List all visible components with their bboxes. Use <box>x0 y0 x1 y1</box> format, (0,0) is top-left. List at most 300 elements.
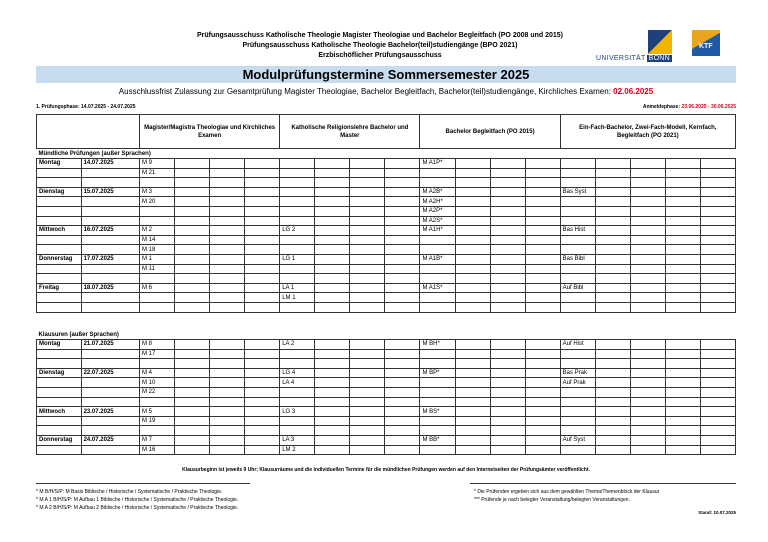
date-cell <box>81 378 139 388</box>
empty-cell <box>175 340 210 350</box>
empty-cell <box>175 226 210 236</box>
empty-cell <box>525 206 560 216</box>
header-block <box>140 31 620 61</box>
empty-cell <box>455 426 490 436</box>
module-cell-ef: Bas Hist <box>560 226 595 236</box>
empty-cell <box>245 426 280 436</box>
empty-cell <box>210 349 245 359</box>
weekday-cell <box>37 264 82 274</box>
empty-cell <box>350 368 385 378</box>
empty-cell <box>315 235 350 245</box>
empty-cell <box>245 226 280 236</box>
empty-cell <box>665 197 700 207</box>
empty-cell <box>245 397 280 407</box>
empty-cell <box>595 254 630 264</box>
module-cell-rel: LA 1 <box>280 283 315 293</box>
empty-cell <box>350 216 385 226</box>
module-cell-ef: Bas Bibl <box>560 254 595 264</box>
empty-cell <box>385 293 420 303</box>
empty-cell <box>210 206 245 216</box>
empty-cell <box>595 216 630 226</box>
date-cell <box>81 178 139 188</box>
empty-cell <box>210 397 245 407</box>
module-cell-rel <box>280 197 315 207</box>
empty-cell <box>350 235 385 245</box>
empty-cell <box>700 378 735 388</box>
empty-cell <box>665 274 700 284</box>
weekday-cell <box>37 378 82 388</box>
table-row <box>37 197 736 207</box>
empty-cell <box>490 302 525 312</box>
empty-cell <box>525 436 560 446</box>
empty-cell <box>595 264 630 274</box>
module-cell-mag: M 14 <box>140 235 175 245</box>
empty-cell <box>385 340 420 350</box>
weekday-cell <box>37 349 82 359</box>
empty-cell <box>490 293 525 303</box>
empty-cell <box>350 178 385 188</box>
empty-cell <box>455 187 490 197</box>
empty-cell <box>665 302 700 312</box>
empty-cell <box>350 426 385 436</box>
table-row <box>37 274 736 284</box>
empty-cell <box>665 264 700 274</box>
empty-cell <box>350 378 385 388</box>
empty-cell <box>385 445 420 455</box>
empty-cell <box>315 197 350 207</box>
empty-cell <box>210 293 245 303</box>
module-cell-mag <box>140 397 175 407</box>
empty-cell <box>210 407 245 417</box>
table-row <box>37 264 736 274</box>
deadline-line <box>36 86 736 97</box>
empty-cell <box>595 226 630 236</box>
empty-cell <box>630 283 665 293</box>
table-row <box>37 359 736 369</box>
module-cell-ef: Bas Syst <box>560 187 595 197</box>
empty-cell <box>245 283 280 293</box>
module-cell-ef <box>560 216 595 226</box>
empty-cell <box>245 235 280 245</box>
module-cell-mag: M 7 <box>140 436 175 446</box>
empty-cell <box>455 254 490 264</box>
footnote: * M A 2 B/H/S/P: M Aufbau 2 Biblische / Historische / Systematische / Praktische Theologie. <box>36 505 239 511</box>
empty-cell <box>350 397 385 407</box>
weekday-cell <box>37 245 82 255</box>
empty-cell <box>175 397 210 407</box>
empty-cell <box>455 178 490 188</box>
empty-cell <box>700 368 735 378</box>
empty-cell <box>665 235 700 245</box>
empty-cell <box>175 302 210 312</box>
date-cell: 23.07.2025 <box>81 407 139 417</box>
empty-cell <box>245 368 280 378</box>
empty-cell <box>385 168 420 178</box>
weekday-cell <box>37 293 82 303</box>
empty-cell <box>245 197 280 207</box>
module-cell-beg <box>420 302 455 312</box>
date-cell <box>81 349 139 359</box>
empty-cell <box>385 159 420 169</box>
empty-cell <box>665 445 700 455</box>
module-cell-mag <box>140 274 175 284</box>
empty-cell <box>595 426 630 436</box>
empty-cell <box>525 388 560 398</box>
document-date: Stand: 10.07.2025 <box>698 510 736 515</box>
date-cell <box>81 359 139 369</box>
empty-cell <box>385 283 420 293</box>
empty-cell <box>350 283 385 293</box>
empty-cell <box>210 359 245 369</box>
column-header-c1: Magister/Magistra Theologiae und Kirchliches Examen <box>140 115 280 149</box>
empty-cell <box>700 197 735 207</box>
module-cell-rel <box>280 264 315 274</box>
empty-cell <box>700 226 735 236</box>
empty-cell <box>525 426 560 436</box>
empty-cell <box>630 197 665 207</box>
empty-cell <box>210 368 245 378</box>
module-cell-ef <box>560 264 595 274</box>
empty-cell <box>490 274 525 284</box>
table-row <box>37 293 736 303</box>
empty-cell <box>315 187 350 197</box>
empty-cell <box>210 187 245 197</box>
empty-cell <box>595 293 630 303</box>
empty-cell <box>210 245 245 255</box>
empty-cell <box>455 368 490 378</box>
empty-cell <box>455 340 490 350</box>
date-cell <box>81 235 139 245</box>
weekday-cell: Donnerstag <box>37 254 82 264</box>
module-cell-beg <box>420 274 455 284</box>
empty-cell <box>700 359 735 369</box>
empty-cell <box>385 254 420 264</box>
module-cell-rel <box>280 416 315 426</box>
module-cell-beg <box>420 168 455 178</box>
empty-cell <box>175 274 210 284</box>
university-logo <box>596 26 724 66</box>
column-header-empty <box>37 115 140 149</box>
empty-cell <box>385 388 420 398</box>
empty-cell <box>175 445 210 455</box>
empty-cell <box>665 426 700 436</box>
empty-cell <box>455 283 490 293</box>
empty-cell <box>490 187 525 197</box>
module-cell-beg <box>420 445 455 455</box>
university-logo-mark <box>648 30 672 54</box>
empty-cell <box>350 197 385 207</box>
empty-cell <box>245 436 280 446</box>
module-cell-ef <box>560 245 595 255</box>
date-cell <box>81 264 139 274</box>
weekday-cell <box>37 388 82 398</box>
footnote-divider-right <box>470 483 736 484</box>
empty-cell <box>490 407 525 417</box>
module-cell-mag: M 19 <box>140 416 175 426</box>
section-header-row <box>37 330 736 340</box>
empty-cell <box>455 216 490 226</box>
empty-cell <box>525 197 560 207</box>
date-cell <box>81 445 139 455</box>
weekday-cell <box>37 359 82 369</box>
module-cell-rel <box>280 206 315 216</box>
weekday-cell <box>37 426 82 436</box>
empty-cell <box>210 445 245 455</box>
empty-cell <box>525 378 560 388</box>
empty-cell <box>385 187 420 197</box>
empty-cell <box>490 159 525 169</box>
empty-cell <box>175 206 210 216</box>
empty-cell <box>175 216 210 226</box>
empty-cell <box>595 187 630 197</box>
module-cell-ef <box>560 159 595 169</box>
empty-cell <box>210 159 245 169</box>
empty-cell <box>385 216 420 226</box>
empty-cell <box>665 206 700 216</box>
empty-cell <box>490 216 525 226</box>
empty-cell <box>630 378 665 388</box>
empty-cell <box>595 349 630 359</box>
empty-cell <box>315 388 350 398</box>
empty-cell <box>700 216 735 226</box>
empty-cell <box>490 168 525 178</box>
empty-cell <box>455 159 490 169</box>
module-cell-ef: Auf Prak <box>560 378 595 388</box>
empty-cell <box>630 397 665 407</box>
empty-cell <box>455 388 490 398</box>
empty-cell <box>525 274 560 284</box>
section-header-row <box>37 149 736 159</box>
empty-cell <box>175 197 210 207</box>
empty-cell <box>210 388 245 398</box>
empty-cell <box>630 426 665 436</box>
empty-cell <box>665 436 700 446</box>
date-cell <box>81 397 139 407</box>
empty-cell <box>245 178 280 188</box>
empty-cell <box>175 264 210 274</box>
header-line-3: Erzbischöflicher Prüfungsausschuss <box>318 52 442 59</box>
table-row <box>37 416 736 426</box>
module-cell-beg <box>420 349 455 359</box>
registration-label: Anmeldephase: <box>642 104 681 110</box>
empty-cell <box>595 407 630 417</box>
empty-cell <box>350 159 385 169</box>
empty-cell <box>490 245 525 255</box>
empty-cell <box>315 245 350 255</box>
empty-cell <box>385 359 420 369</box>
footnote-divider-left <box>36 483 250 484</box>
empty-cell <box>700 426 735 436</box>
table-row <box>37 368 736 378</box>
empty-cell <box>665 359 700 369</box>
empty-cell <box>665 293 700 303</box>
empty-cell <box>665 168 700 178</box>
weekday-cell <box>37 302 82 312</box>
module-cell-mag: M 10 <box>140 378 175 388</box>
empty-cell <box>455 349 490 359</box>
empty-cell <box>525 407 560 417</box>
table-row <box>37 407 736 417</box>
empty-cell <box>630 349 665 359</box>
empty-cell <box>175 407 210 417</box>
module-cell-ef <box>560 359 595 369</box>
empty-cell <box>175 388 210 398</box>
empty-cell <box>210 436 245 446</box>
empty-cell <box>665 416 700 426</box>
date-cell: 18.07.2025 <box>81 283 139 293</box>
empty-cell <box>245 359 280 369</box>
empty-cell <box>595 445 630 455</box>
date-cell <box>81 197 139 207</box>
empty-cell <box>490 359 525 369</box>
empty-cell <box>455 168 490 178</box>
empty-cell <box>595 159 630 169</box>
module-cell-beg: M BH* <box>420 340 455 350</box>
empty-cell <box>385 178 420 188</box>
module-cell-mag <box>140 359 175 369</box>
column-header-row <box>37 115 736 149</box>
empty-cell <box>385 197 420 207</box>
empty-cell <box>490 340 525 350</box>
empty-cell <box>525 226 560 236</box>
empty-cell <box>315 293 350 303</box>
empty-cell <box>595 378 630 388</box>
module-cell-rel <box>280 426 315 436</box>
empty-cell <box>245 407 280 417</box>
empty-cell <box>210 226 245 236</box>
empty-cell <box>595 388 630 398</box>
module-cell-mag: M 21 <box>140 168 175 178</box>
module-cell-rel: LA 2 <box>280 340 315 350</box>
empty-cell <box>315 407 350 417</box>
table-row <box>37 397 736 407</box>
module-cell-ef <box>560 349 595 359</box>
date-cell <box>81 206 139 216</box>
empty-cell <box>245 349 280 359</box>
module-cell-beg <box>420 359 455 369</box>
empty-cell <box>245 388 280 398</box>
empty-cell <box>350 359 385 369</box>
empty-cell <box>525 340 560 350</box>
module-cell-mag: M 18 <box>140 245 175 255</box>
empty-cell <box>455 235 490 245</box>
module-cell-mag: M 5 <box>140 407 175 417</box>
module-cell-mag: M 2 <box>140 226 175 236</box>
empty-cell <box>350 416 385 426</box>
empty-cell <box>210 216 245 226</box>
module-cell-ef: Auf Hist <box>560 340 595 350</box>
empty-cell <box>385 235 420 245</box>
empty-cell <box>245 445 280 455</box>
empty-cell <box>210 264 245 274</box>
module-cell-ef <box>560 274 595 284</box>
column-header-c2: Katholische Religionslehre Bachelor und Master <box>280 115 420 149</box>
empty-cell <box>245 216 280 226</box>
empty-cell <box>245 254 280 264</box>
empty-cell <box>385 416 420 426</box>
empty-cell <box>700 178 735 188</box>
date-cell: 16.07.2025 <box>81 226 139 236</box>
module-cell-rel <box>280 178 315 188</box>
module-cell-beg: M BP* <box>420 368 455 378</box>
empty-cell <box>350 206 385 216</box>
footnote: *** Prüfende je nach belegter Veranstaltung/belegten Veranstaltungen. <box>474 497 630 503</box>
empty-cell <box>700 407 735 417</box>
empty-cell <box>245 206 280 216</box>
empty-cell <box>315 368 350 378</box>
empty-cell <box>630 293 665 303</box>
module-cell-rel: LG 1 <box>280 254 315 264</box>
table-row <box>37 245 736 255</box>
exam-note: Klausurbeginn ist jeweils 9 Uhr; Klausurräume und die individuellen Termine für die mündlichen Prüfungen werden auf den Internetseiten der Prüfungsämter veröffentlicht. <box>182 467 590 473</box>
empty-cell <box>665 187 700 197</box>
empty-cell <box>315 426 350 436</box>
empty-cell <box>245 264 280 274</box>
empty-cell <box>700 254 735 264</box>
empty-cell <box>315 283 350 293</box>
footnote: * Die Prüfenden ergeben sich aus dem gewählten Thema/Themenblock der Klausur <box>474 489 660 495</box>
date-cell: 22.07.2025 <box>81 368 139 378</box>
module-cell-ef <box>560 416 595 426</box>
table-row <box>37 235 736 245</box>
empty-cell <box>315 397 350 407</box>
empty-cell <box>350 245 385 255</box>
module-cell-rel <box>280 349 315 359</box>
empty-cell <box>630 235 665 245</box>
module-cell-rel <box>280 397 315 407</box>
registration-dates: 23.06.2025 - 30.06.2025 <box>681 104 736 110</box>
module-cell-mag: M 22 <box>140 388 175 398</box>
empty-cell <box>315 226 350 236</box>
empty-cell <box>665 378 700 388</box>
empty-cell <box>350 340 385 350</box>
empty-cell <box>595 302 630 312</box>
footnote: * M B/H/S/P: M Basis Biblische / Historische / Systematische / Praktische Theologie. <box>36 489 223 495</box>
exam-phase: 1. Prüfungsphase: 14.07.2025 - 24.07.2025 <box>36 104 136 110</box>
empty-cell <box>455 264 490 274</box>
empty-cell <box>595 416 630 426</box>
date-cell: 24.07.2025 <box>81 436 139 446</box>
module-cell-beg: M A2S* <box>420 216 455 226</box>
module-cell-ef <box>560 293 595 303</box>
weekday-cell <box>37 274 82 284</box>
university-name <box>596 55 672 62</box>
module-cell-rel: LM 1 <box>280 293 315 303</box>
empty-cell <box>210 168 245 178</box>
registration-phase <box>643 104 736 110</box>
module-cell-rel: LG 4 <box>280 368 315 378</box>
empty-cell <box>455 197 490 207</box>
empty-cell <box>385 349 420 359</box>
weekday-cell: Montag <box>37 340 82 350</box>
empty-cell <box>665 216 700 226</box>
module-cell-mag <box>140 178 175 188</box>
empty-cell <box>630 168 665 178</box>
date-cell <box>81 245 139 255</box>
module-cell-mag: M 4 <box>140 368 175 378</box>
empty-cell <box>385 206 420 216</box>
empty-cell <box>175 368 210 378</box>
empty-cell <box>665 407 700 417</box>
empty-cell <box>630 416 665 426</box>
module-cell-ef <box>560 178 595 188</box>
deadline-text: Ausschlussfrist Zulassung zur Gesamtprüfung Magister Theologiae, Bachelor Begleitfach, Bachelor(teil)studiengänge, Kirchliches Examen: <box>118 87 611 96</box>
empty-cell <box>455 436 490 446</box>
empty-cell <box>525 416 560 426</box>
empty-cell <box>490 254 525 264</box>
empty-cell <box>210 197 245 207</box>
module-cell-ef <box>560 206 595 216</box>
